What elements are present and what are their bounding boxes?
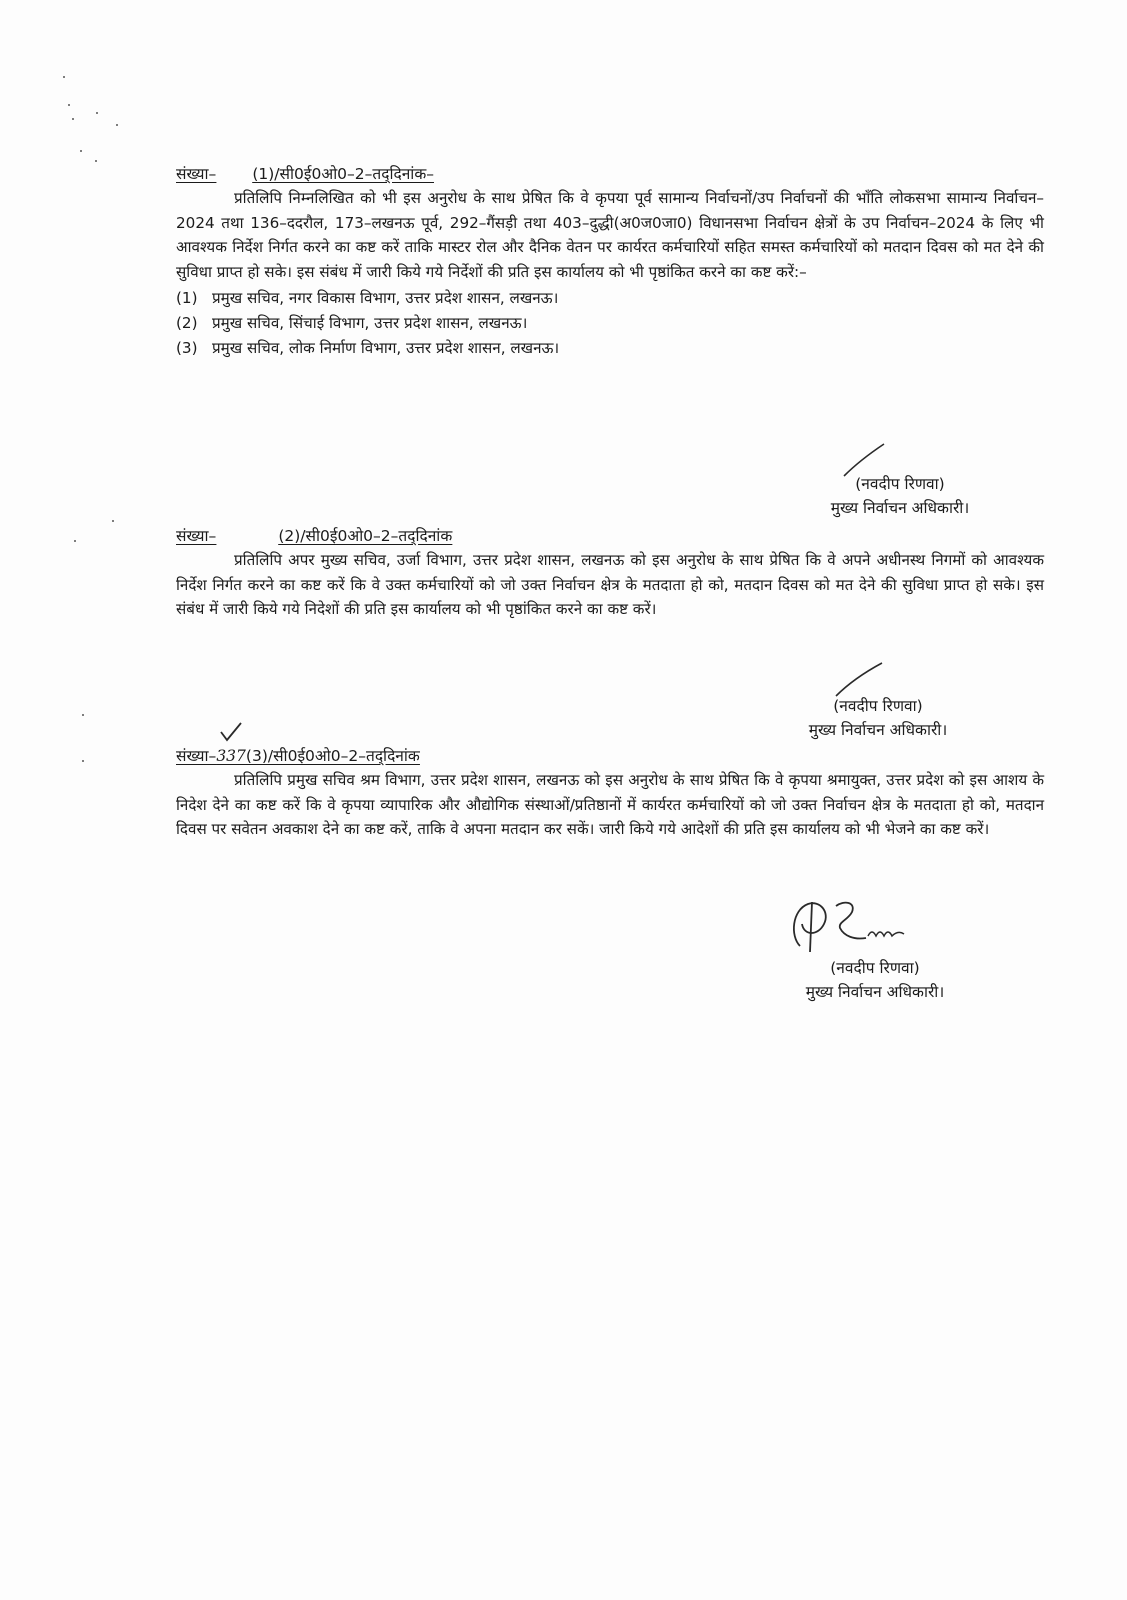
signatory-name: (नवदीप रिणवा) [833, 697, 923, 715]
handwritten-signature [786, 896, 936, 958]
ref-value: (3)/सी0ई0ओ0–2–तद्‌दिनांक [245, 747, 420, 765]
signatory-name: (नवदीप रिणवा) [855, 475, 945, 493]
list-item [176, 286, 1044, 311]
reference-number-2 [176, 524, 1044, 548]
ref-value: (2)/सी0ई0ओ0–2–तद्‌दिनांक [278, 527, 453, 545]
signatory-title: मुख्य निर्वाचन अधिकारी। [805, 983, 945, 1001]
list-item-text: प्रमुख सचिव, लोक निर्माण विभाग, उत्तर प्रदेश शासन, लखनऊ। [212, 338, 560, 357]
ref-value: (1)/सी0ई0ओ0–2–तद्‌दिनांक– [252, 165, 434, 183]
ref-label: संख्या– [176, 165, 217, 183]
signatory-title: मुख्य निर्वाचन अधिकारी। [808, 721, 948, 739]
signatory-title: मुख्य निर्वाचन अधिकारी। [830, 499, 970, 517]
scan-speck [116, 124, 118, 126]
reference-number-1 [176, 162, 1044, 186]
signature-block-3 [770, 956, 980, 1004]
list-item [176, 336, 1044, 361]
scan-speck [96, 112, 98, 114]
signatory-name: (नवदीप रिणवा) [830, 959, 920, 977]
handwritten-number: 337 [216, 747, 246, 765]
paragraph-2: प्रतिलिपि अपर मुख्य सचिव, उर्जा विभाग, उत्तर प्रदेश शासन, लखनऊ को इस अनुरोध के साथ प्रेषित कि वे अपने अधीनस्थ निगमों को आवश्यक निर्देश निर्गत करने का कष्ट करें कि वे उक्त कर्मचारियों को जो उक्त निर्वाचन क्षेत्र के मतदाता हो को, मतदान दिवस को मत देने की सुविधा प्राप्त हो सके। इस संबंध में जारी किये गये निदेशों की प्रति इस कार्यालय को भी पृष्ठांकित करने का कष्ट करें। [176, 551, 1044, 619]
list-item-number: (1) [176, 289, 198, 308]
ref-label: संख्या– [176, 527, 217, 545]
scan-speck [112, 520, 114, 522]
scan-speck [72, 118, 74, 120]
scan-speck [63, 76, 65, 78]
list-item-number: (2) [176, 313, 198, 332]
signature-block-2 [778, 694, 978, 742]
scan-speck [95, 160, 97, 162]
list-item-text: प्रमुख सचिव, सिंचाई विभाग, उत्तर प्रदेश शासन, लखनऊ। [212, 313, 528, 332]
list-item [176, 311, 1044, 336]
paragraph-1: प्रतिलिपि निम्नलिखित को भी इस अनुरोध के साथ प्रेषित कि वे कृपया पूर्व सामान्य निर्वाचनों/उप निर्वाचनों की भाँति लोकसभा सामान्य निर्वाचन–2024 तथा 136–ददरौल, 173–लखनऊ पूर्व, 292–गैंसड़ी तथा 403–दुद्धी(अ0ज0जा0) विधानसभा निर्वाचन क्षेत्रों के उप निर्वाचन–2024 के लिए भी आवश्यक निर्देश निर्गत करने का कष्ट करें ताकि मास्टर रोल और दैनिक वेतन पर कार्यरत कर्मचारियों सहित समस्त कर्मचारियों को मतदान दिवस को मत देने की सुविधा प्राप्त हो सके। इस संबंध में जारी किये गये निर्देशों की प्रति इस कार्यालय को भी पृष्ठांकित करने का कष्ट करें:– [176, 189, 1044, 281]
recipient-list [176, 286, 1044, 360]
scan-speck [82, 760, 84, 762]
check-mark-icon [218, 720, 244, 744]
section-3 [176, 744, 1044, 842]
list-item-number: (3) [176, 338, 198, 357]
reference-number-3 [176, 744, 1044, 768]
scan-speck [82, 714, 84, 716]
signature-block-1 [800, 472, 1000, 520]
scan-speck [68, 104, 70, 106]
section-2 [176, 524, 1044, 622]
ref-label: संख्या– [176, 747, 217, 765]
section-1 [176, 162, 1044, 360]
list-item-text: प्रमुख सचिव, नगर विकास विभाग, उत्तर प्रदेश शासन, लखनऊ। [212, 289, 559, 308]
paragraph-3: प्रतिलिपि प्रमुख सचिव श्रम विभाग, उत्तर प्रदेश शासन, लखनऊ को इस अनुरोध के साथ प्रेषित कि वे कृपया श्रमायुक्त, उत्तर प्रदेश को इस आशय के निदेश देने का कष्ट करें कि वे कृपया व्यापारिक और औद्योगिक संस्थाओं/प्रतिष्ठानों में कार्यरत कर्मचारियों को जो उक्त निर्वाचन क्षेत्र के मतदाता हो को, मतदान दिवस पर सवेतन अवकाश देने का कष्ट करें, ताकि वे अपना मतदान कर सकें। जारी किये गये आदेशों की प्रति इस कार्यालय को भी भेजने का कष्ट करें। [176, 771, 1045, 839]
scan-speck [74, 540, 76, 542]
scan-speck [80, 150, 82, 152]
